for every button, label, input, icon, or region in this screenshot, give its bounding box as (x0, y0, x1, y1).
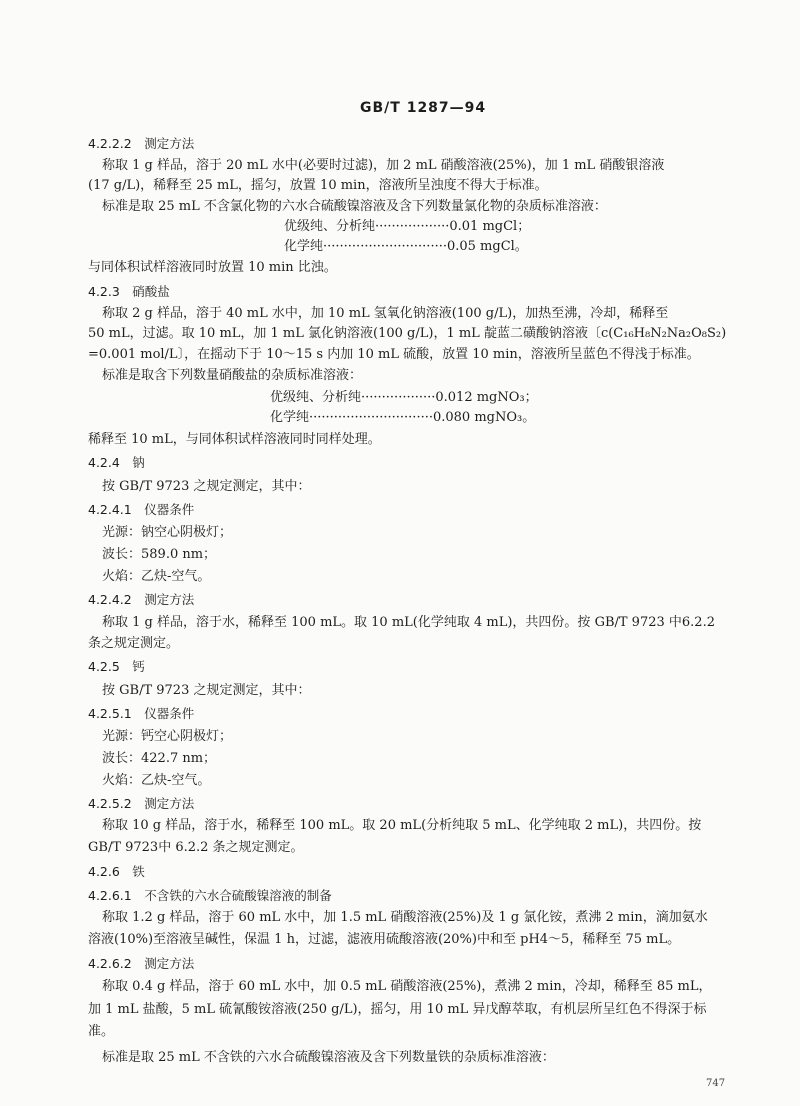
text-line: 优级纯、分析纯··················0.012 mgNO₃； (270, 390, 538, 405)
text-line: 优级纯、分析纯··················0.01 mgCl； (284, 219, 531, 234)
text-line: 条之规定测定。 (88, 636, 180, 651)
text-line: 称取 1.2 g 样品，溶于 60 mL 水中，加 1.5 mL 硝酸溶液(25%)及 1 g 氯化铵，煮沸 2 min，滴加氨水 (102, 910, 708, 925)
text-line: 称取 1 g 样品，溶于水，稀释至 100 mL。取 10 mL(化学纯取 4 mL)，共四份。按 GB/T 9723 中6.2.2 (102, 615, 715, 630)
text-line: 准。 (88, 1024, 115, 1039)
page-number: 747 (706, 1078, 726, 1089)
text-line: 标准是取 25 mL 不含氯化物的六水合硫酸镍溶液及含下列数量氯化物的杂质标准溶液： (102, 199, 607, 214)
section-heading: 4.2.6.2 测定方法 (88, 956, 195, 971)
text-line: 按 GB/T 9723 之规定测定，其中： (102, 683, 311, 698)
section-heading: 4.2.6.1 不含铁的六水合硫酸镍溶液的制备 (88, 888, 332, 903)
text-line: 标准是取 25 mL 不含铁的六水合硫酸镍溶液及含下列数量铁的杂质标准溶液： (102, 1050, 555, 1065)
text-line: 化学纯······························0.05 mgCl。 (284, 239, 528, 254)
section-heading: 4.2.5.1 仪器条件 (88, 706, 195, 721)
text-line: 称取 10 g 样品，溶于水，稀释至 100 mL。取 20 mL(分析纯取 5 mL、化学纯取 2 mL)，共四份。按 (102, 818, 702, 833)
text-line: 加 1 mL 盐酸，5 mL 硫氰酸铵溶液(250 g/L)，摇匀，用 10 mL 异戊醇萃取，有机层所呈红色不得深于标 (88, 1002, 707, 1017)
text-line: GB/T 9723中 6.2.2 条之规定测定。 (88, 840, 304, 855)
text-line: 光源：钠空心阴极灯； (102, 525, 233, 540)
text-line: 波长：589.0 nm； (102, 547, 217, 562)
text-line: 与同体积试样溶液同时放置 10 min 比浊。 (88, 260, 337, 275)
text-line: 按 GB/T 9723 之规定测定，其中： (102, 479, 311, 494)
text-line: 称取 0.4 g 样品，溶于 60 mL 水中，加 0.5 mL 硝酸溶液(25%)，煮沸 2 min，冷却，稀释至 85 mL， (102, 979, 712, 994)
text-line: 50 mL，过滤。取 10 mL，加 1 mL 氯化钠溶液(100 g/L)，1 mL 靛蓝二磺酸钠溶液〔c(C₁₆H₈N₂Na₂O₈S₂) (88, 326, 727, 341)
text-line: (17 g/L)，稀释至 25 mL，摇匀，放置 10 min，溶液所呈浊度不得大于标准。 (88, 178, 548, 193)
section-heading: 4.2.4 钠 (88, 455, 145, 470)
section-heading: 4.2.4.2 测定方法 (88, 592, 195, 607)
section-heading: 4.2.2.2 测定方法 (88, 136, 195, 151)
text-line: 称取 2 g 样品，溶于 40 mL 水中，加 10 mL 氢氧化钠溶液(100 g/L)，加热至沸，冷却，稀释至 (102, 306, 669, 321)
text-line: 称取 1 g 样品，溶于 20 mL 水中(必要时过滤)，加 2 mL 硝酸溶液(25%)，加 1 mL 硝酸银溶液 (102, 158, 665, 173)
section-heading: 4.2.6 铁 (88, 864, 145, 879)
text-line: =0.001 mol/L〕，在摇动下于 10～15 s 内加 10 mL 硫酸，放置 10 min，溶液所呈蓝色不得浅于标准。 (88, 347, 700, 362)
text-line: 溶液(10%)至溶液呈碱性，保温 1 h，过滤，滤液用硫酸溶液(20%)中和至 pH4～5，稀释至 75 mL。 (88, 932, 681, 947)
section-heading: 4.2.3 硝酸盐 (88, 284, 170, 299)
text-line: 标准是取含下列数量硝酸盐的杂质标准溶液： (102, 368, 363, 383)
text-line: 化学纯······························0.080 mgNO₃。 (270, 410, 536, 425)
text-line: 波长：422.7 nm； (102, 751, 217, 766)
section-heading: 4.2.5 钙 (88, 659, 145, 674)
text-line: 稀释至 10 mL，与同体积试样溶液同时同样处理。 (88, 432, 381, 447)
section-heading: 4.2.4.1 仪器条件 (88, 502, 195, 517)
text-line: 火焰：乙炔-空气。 (102, 569, 211, 584)
document-header: GB/T 1287—94 (360, 100, 487, 116)
text-line: 火焰：乙炔-空气。 (102, 773, 211, 788)
section-heading: 4.2.5.2 测定方法 (88, 796, 195, 811)
text-line: 光源：钙空心阴极灯； (102, 729, 233, 744)
